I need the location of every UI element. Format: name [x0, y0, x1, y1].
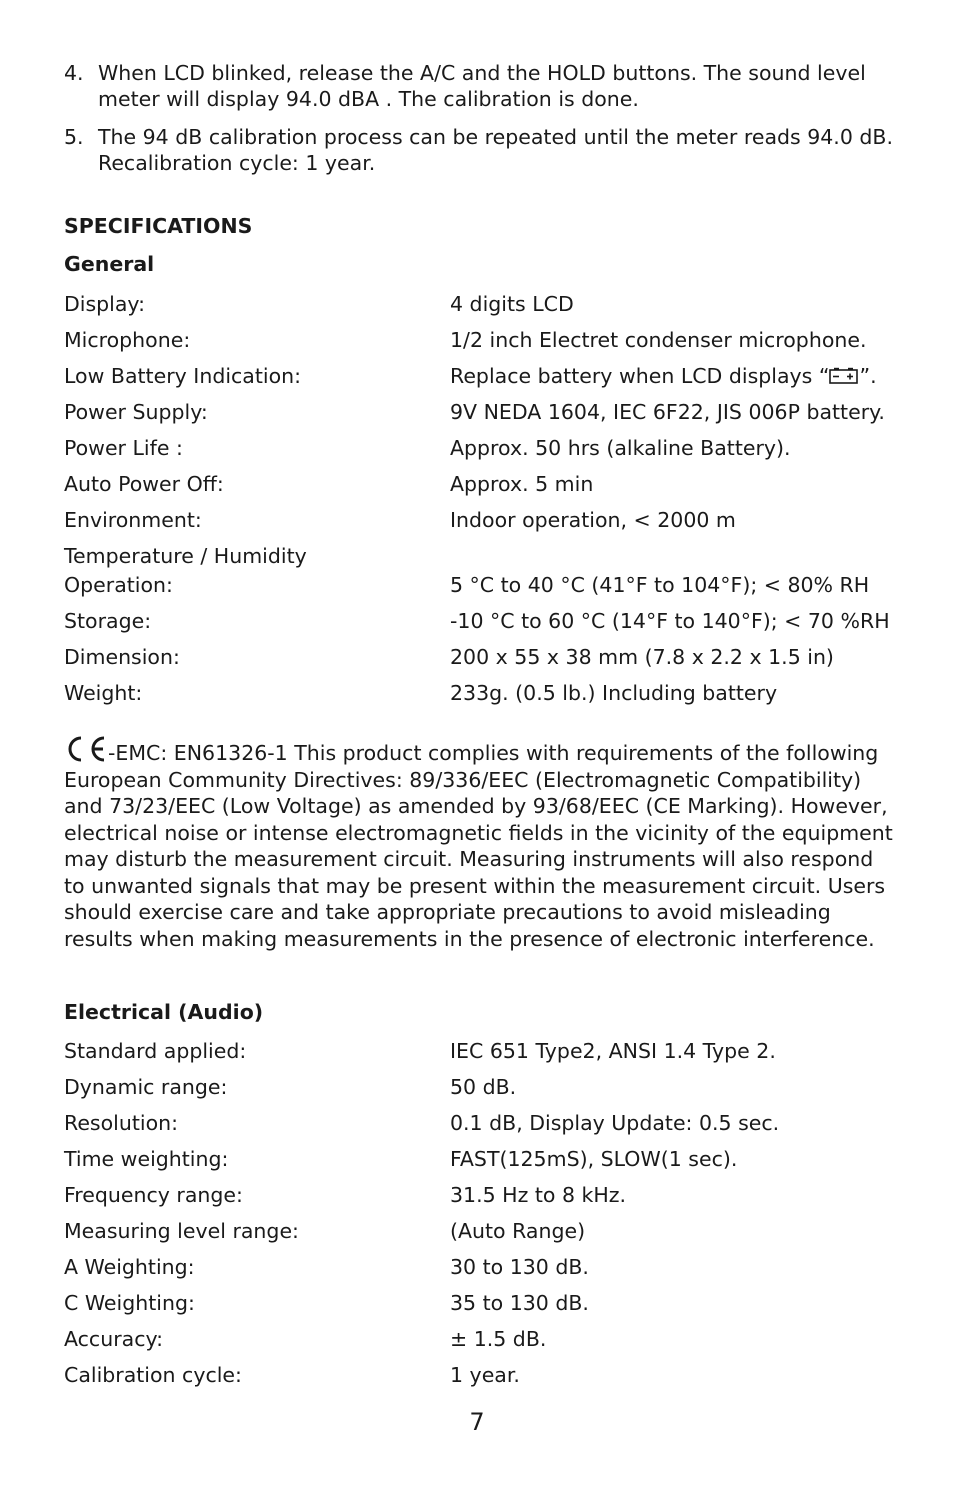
spec-row [64, 327, 894, 363]
spec-label: Measuring level range: [64, 1219, 299, 1243]
list-item [64, 124, 894, 176]
spec-label: C Weighting: [64, 1291, 195, 1315]
spec-row [64, 1326, 894, 1362]
spec-value: 1/2 inch Electret condenser microphone. [450, 328, 867, 352]
spec-label: Frequency range: [64, 1183, 243, 1207]
spec-label: Auto Power Off: [64, 472, 224, 496]
battery-icon [829, 367, 859, 385]
page-number: 7 [469, 1408, 485, 1436]
spec-value: 35 to 130 dB. [450, 1291, 589, 1315]
spec-value: 1 year. [450, 1363, 520, 1387]
spec-label [64, 543, 444, 598]
spec-value: FAST(125mS), SLOW(1 sec). [450, 1147, 738, 1171]
step-number: 5. [64, 125, 84, 149]
spec-row [64, 1254, 894, 1290]
spec-label: Resolution: [64, 1111, 179, 1135]
spec-row [64, 1218, 894, 1254]
step-text: The 94 dB calibration process can be repeated until the meter reads 94.0 dB. Recalibration cycle: 1 year. [98, 125, 893, 175]
spec-label: A Weighting: [64, 1255, 195, 1279]
spec-value: 200 x 55 x 38 mm (7.8 x 2.2 x 1.5 in) [450, 645, 834, 669]
spec-value: 4 digits LCD [450, 292, 574, 316]
spec-row [64, 1146, 894, 1182]
spec-row [64, 435, 894, 471]
spec-value: 233g. (0.5 lb.) Including battery [450, 681, 778, 705]
spec-label: Standard applied: [64, 1039, 247, 1063]
ce-compliance-paragraph [64, 734, 894, 952]
spec-row [64, 399, 894, 435]
spec-row [64, 1290, 894, 1326]
spec-row [64, 1074, 894, 1110]
ce-text: -EMC: EN61326-1 This product complies with requirements of the following European Community Directives: 89/336/EEC (Electromagnetic Compatibility) and 73/23/EEC (Low Voltage) as amended by 93/68/EEC (CE Marking). However, electrical noise or intense electromagnetic fields in the vicinity of the equipment may disturb the measurement circuit. Measuring instruments will also respond to unwanted signals that may be present within the measurement circuit. Users should exercise care and take appropriate precautions to avoid misleading results when making measurements in the presence of electronic interference. [64, 741, 893, 951]
spec-label: Calibration cycle: [64, 1363, 242, 1387]
spec-label: Weight: [64, 681, 143, 705]
spec-value-pre: Replace battery when LCD displays “ [450, 364, 830, 388]
step-text: When LCD blinked, release the A/C and the HOLD buttons. The sound level meter will display 94.0 dBA . The calibration is done. [98, 61, 866, 111]
list-item [64, 60, 894, 112]
specifications-title: SPECIFICATIONS [64, 214, 253, 238]
spec-label: Low Battery Indication: [64, 364, 302, 388]
spec-label-line: Temperature / Humidity [64, 544, 307, 568]
spec-row [64, 644, 894, 680]
spec-label: Dynamic range: [64, 1075, 228, 1099]
spec-row [64, 608, 894, 644]
spec-label: Display: [64, 292, 145, 316]
spec-row [64, 1362, 894, 1398]
spec-value-post: ”. [859, 364, 877, 388]
spec-row [64, 680, 894, 716]
spec-row [64, 471, 894, 507]
calibration-steps [64, 60, 894, 188]
spec-value: 31.5 Hz to 8 kHz. [450, 1183, 627, 1207]
spec-value: 0.1 dB, Display Update: 0.5 sec. [450, 1111, 780, 1135]
step-number: 4. [64, 61, 84, 85]
spec-value: 5 °C to 40 °C (41°F to 104°F); < 80% RH [450, 573, 870, 597]
spec-label: Accuracy: [64, 1327, 164, 1351]
spec-value: 9V NEDA 1604, IEC 6F22, JIS 006P battery. [450, 400, 885, 424]
spec-label: Time weighting: [64, 1147, 229, 1171]
spec-value: 50 dB. [450, 1075, 517, 1099]
spec-label: Power Supply: [64, 400, 208, 424]
electrical-heading: Electrical (Audio) [64, 1000, 264, 1024]
spec-value: ± 1.5 dB. [450, 1327, 547, 1351]
spec-value: Approx. 50 hrs (alkaline Battery). [450, 436, 791, 460]
spec-row [64, 543, 894, 608]
spec-label-line: Operation: [64, 573, 173, 597]
general-specs-table [64, 291, 894, 716]
spec-label: Dimension: [64, 645, 180, 669]
spec-row [64, 363, 894, 399]
spec-row [64, 291, 894, 327]
spec-row [64, 1038, 894, 1074]
spec-row [64, 1182, 894, 1218]
spec-value: -10 °C to 60 °C (14°F to 140°F); < 70 %RH [450, 609, 890, 633]
spec-value: Approx. 5 min [450, 472, 594, 496]
spec-label: Storage: [64, 609, 152, 633]
spec-value: Indoor operation, < 2000 m [450, 508, 736, 532]
spec-row [64, 1110, 894, 1146]
electrical-specs-table [64, 1038, 894, 1398]
spec-value: IEC 651 Type2, ANSI 1.4 Type 2. [450, 1039, 776, 1063]
general-heading: General [64, 252, 155, 276]
spec-label: Power Life : [64, 436, 183, 460]
spec-value: 30 to 130 dB. [450, 1255, 589, 1279]
spec-label: Environment: [64, 508, 202, 532]
ce-mark-icon [64, 734, 108, 764]
spec-value [450, 363, 877, 389]
spec-value: (Auto Range) [450, 1219, 586, 1243]
spec-row [64, 507, 894, 543]
spec-label: Microphone: [64, 328, 191, 352]
